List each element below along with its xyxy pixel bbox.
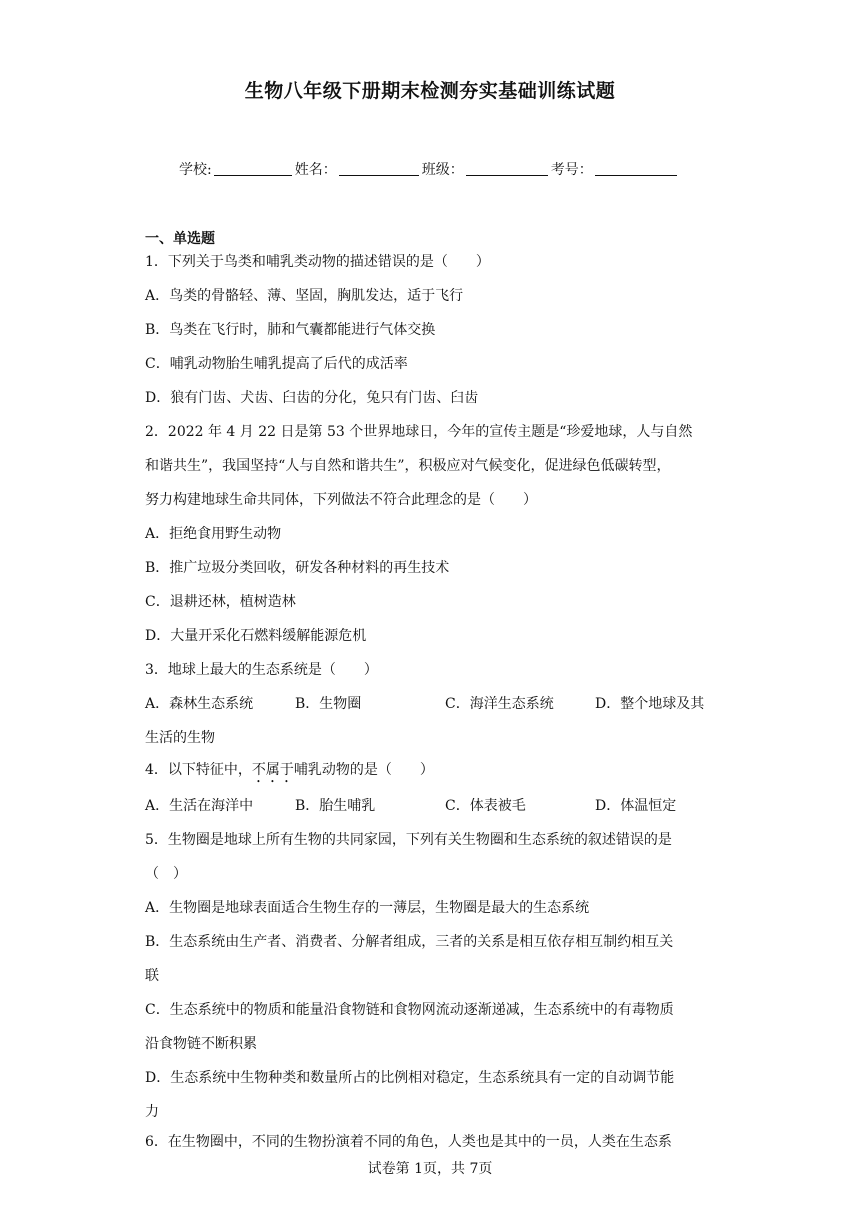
question-2-option-b: B．推广垃圾分类回收，研发各种材料的再生技术 xyxy=(145,560,450,576)
question-1-option-c: C．哺乳动物胎生哺乳提高了后代的成活率 xyxy=(145,356,408,372)
question-3-option-d-continued: 生活的生物 xyxy=(145,730,215,746)
question-5-option-d: D．生态系统中生物种类和数量所占的比例相对稳定，生态系统具有一定的自动调节能 xyxy=(145,1070,675,1086)
question-3-option-b: B．生物圈 xyxy=(295,696,362,712)
question-4-stem-emphasis: 不属于 xyxy=(251,762,294,778)
question-5-option-c: C．生态系统中的物质和能量沿食物链和食物网流动逐渐递减，生态系统中的有毒物质 xyxy=(145,1002,674,1018)
question-1-option-d: D．狼有门齿、犬齿、臼齿的分化，兔只有门齿、臼齿 xyxy=(145,390,479,406)
student-info-row xyxy=(179,159,680,179)
question-2-stem-line-2: 和谐共生”，我国坚持“人与自然和谐共生”，积极应对气候变化，促进绿色低碳转型， xyxy=(145,458,671,474)
page-footer: 试卷第 1页，共 7页 xyxy=(367,1161,493,1177)
question-4-stem-suffix: 哺乳动物的是（ ） xyxy=(293,762,434,778)
exam-no-label: 考号： xyxy=(550,162,593,178)
question-2-stem-line-1: 2．2022 年 4 月 22 日是第 53 个世界地球日，今年的宣传主题是“珍爱地球，人与自然 xyxy=(145,424,693,440)
question-1-stem: 1．下列关于鸟类和哺乳类动物的描述错误的是（ ） xyxy=(145,254,490,270)
question-4-stem-prefix: 4．以下特征中， xyxy=(145,762,252,778)
school-label: 学校: xyxy=(179,162,212,178)
question-5-stem-line-1: 5．生物圈是地球上所有生物的共同家园，下列有关生物圈和生态系统的叙述错误的是 xyxy=(145,832,672,848)
name-field[interactable] xyxy=(339,161,419,176)
question-3-option-a: A．森林生态系统 xyxy=(145,696,254,712)
page-title: 生物八年级下册期末检测夯实基础训练试题 xyxy=(244,80,616,102)
class-label: 班级： xyxy=(421,162,464,178)
question-4-stem xyxy=(145,761,434,786)
question-4-option-d: D．体温恒定 xyxy=(595,798,677,814)
question-5-option-c-continued: 沿食物链不断积累 xyxy=(145,1036,257,1052)
question-2-stem-line-3: 努力构建地球生命共同体，下列做法不符合此理念的是（ ） xyxy=(145,492,537,508)
question-4-options xyxy=(0,797,860,815)
question-5-option-b: B．生态系统由生产者、消费者、分解者组成，三者的关系是相互依存相互制约相互关 xyxy=(145,934,674,950)
question-4-option-c: C．体表被毛 xyxy=(445,798,526,814)
class-field[interactable] xyxy=(466,161,548,176)
question-2-option-a: A．拒绝食用野生动物 xyxy=(145,526,282,542)
question-4-option-a: A．生活在海洋中 xyxy=(145,798,254,814)
question-5-option-d-continued: 力 xyxy=(145,1104,159,1120)
question-5-option-a: A．生物圈是地球表面适合生物生存的一薄层，生物圈是最大的生态系统 xyxy=(145,900,590,916)
question-3-option-d: D．整个地球及其 xyxy=(595,696,705,712)
question-4-option-b: B．胎生哺乳 xyxy=(295,798,376,814)
question-5-stem-line-2: （ ） xyxy=(145,866,187,882)
name-label: 姓名： xyxy=(294,162,337,178)
question-1-option-b: B．鸟类在飞行时，肺和气囊都能进行气体交换 xyxy=(145,322,436,338)
question-5-option-b-continued: 联 xyxy=(145,968,159,984)
exam-no-field[interactable] xyxy=(595,161,677,176)
question-2-option-c: C．退耕还林，植树造林 xyxy=(145,594,296,610)
question-2-option-d: D．大量开采化石燃料缓解能源危机 xyxy=(145,628,367,644)
question-6-stem: 6．在生物圈中，不同的生物扮演着不同的角色，人类也是其中的一员，人类在生态系 xyxy=(145,1134,672,1150)
question-1-option-a: A．鸟类的骨骼轻、薄、坚固，胸肌发达，适于飞行 xyxy=(145,288,464,304)
question-3-options xyxy=(0,695,860,713)
question-3-stem: 3．地球上最大的生态系统是（ ） xyxy=(145,662,378,678)
section-title: 一、单选题 xyxy=(145,231,215,247)
school-field[interactable] xyxy=(214,161,292,176)
question-3-option-c: C．海洋生态系统 xyxy=(445,696,554,712)
